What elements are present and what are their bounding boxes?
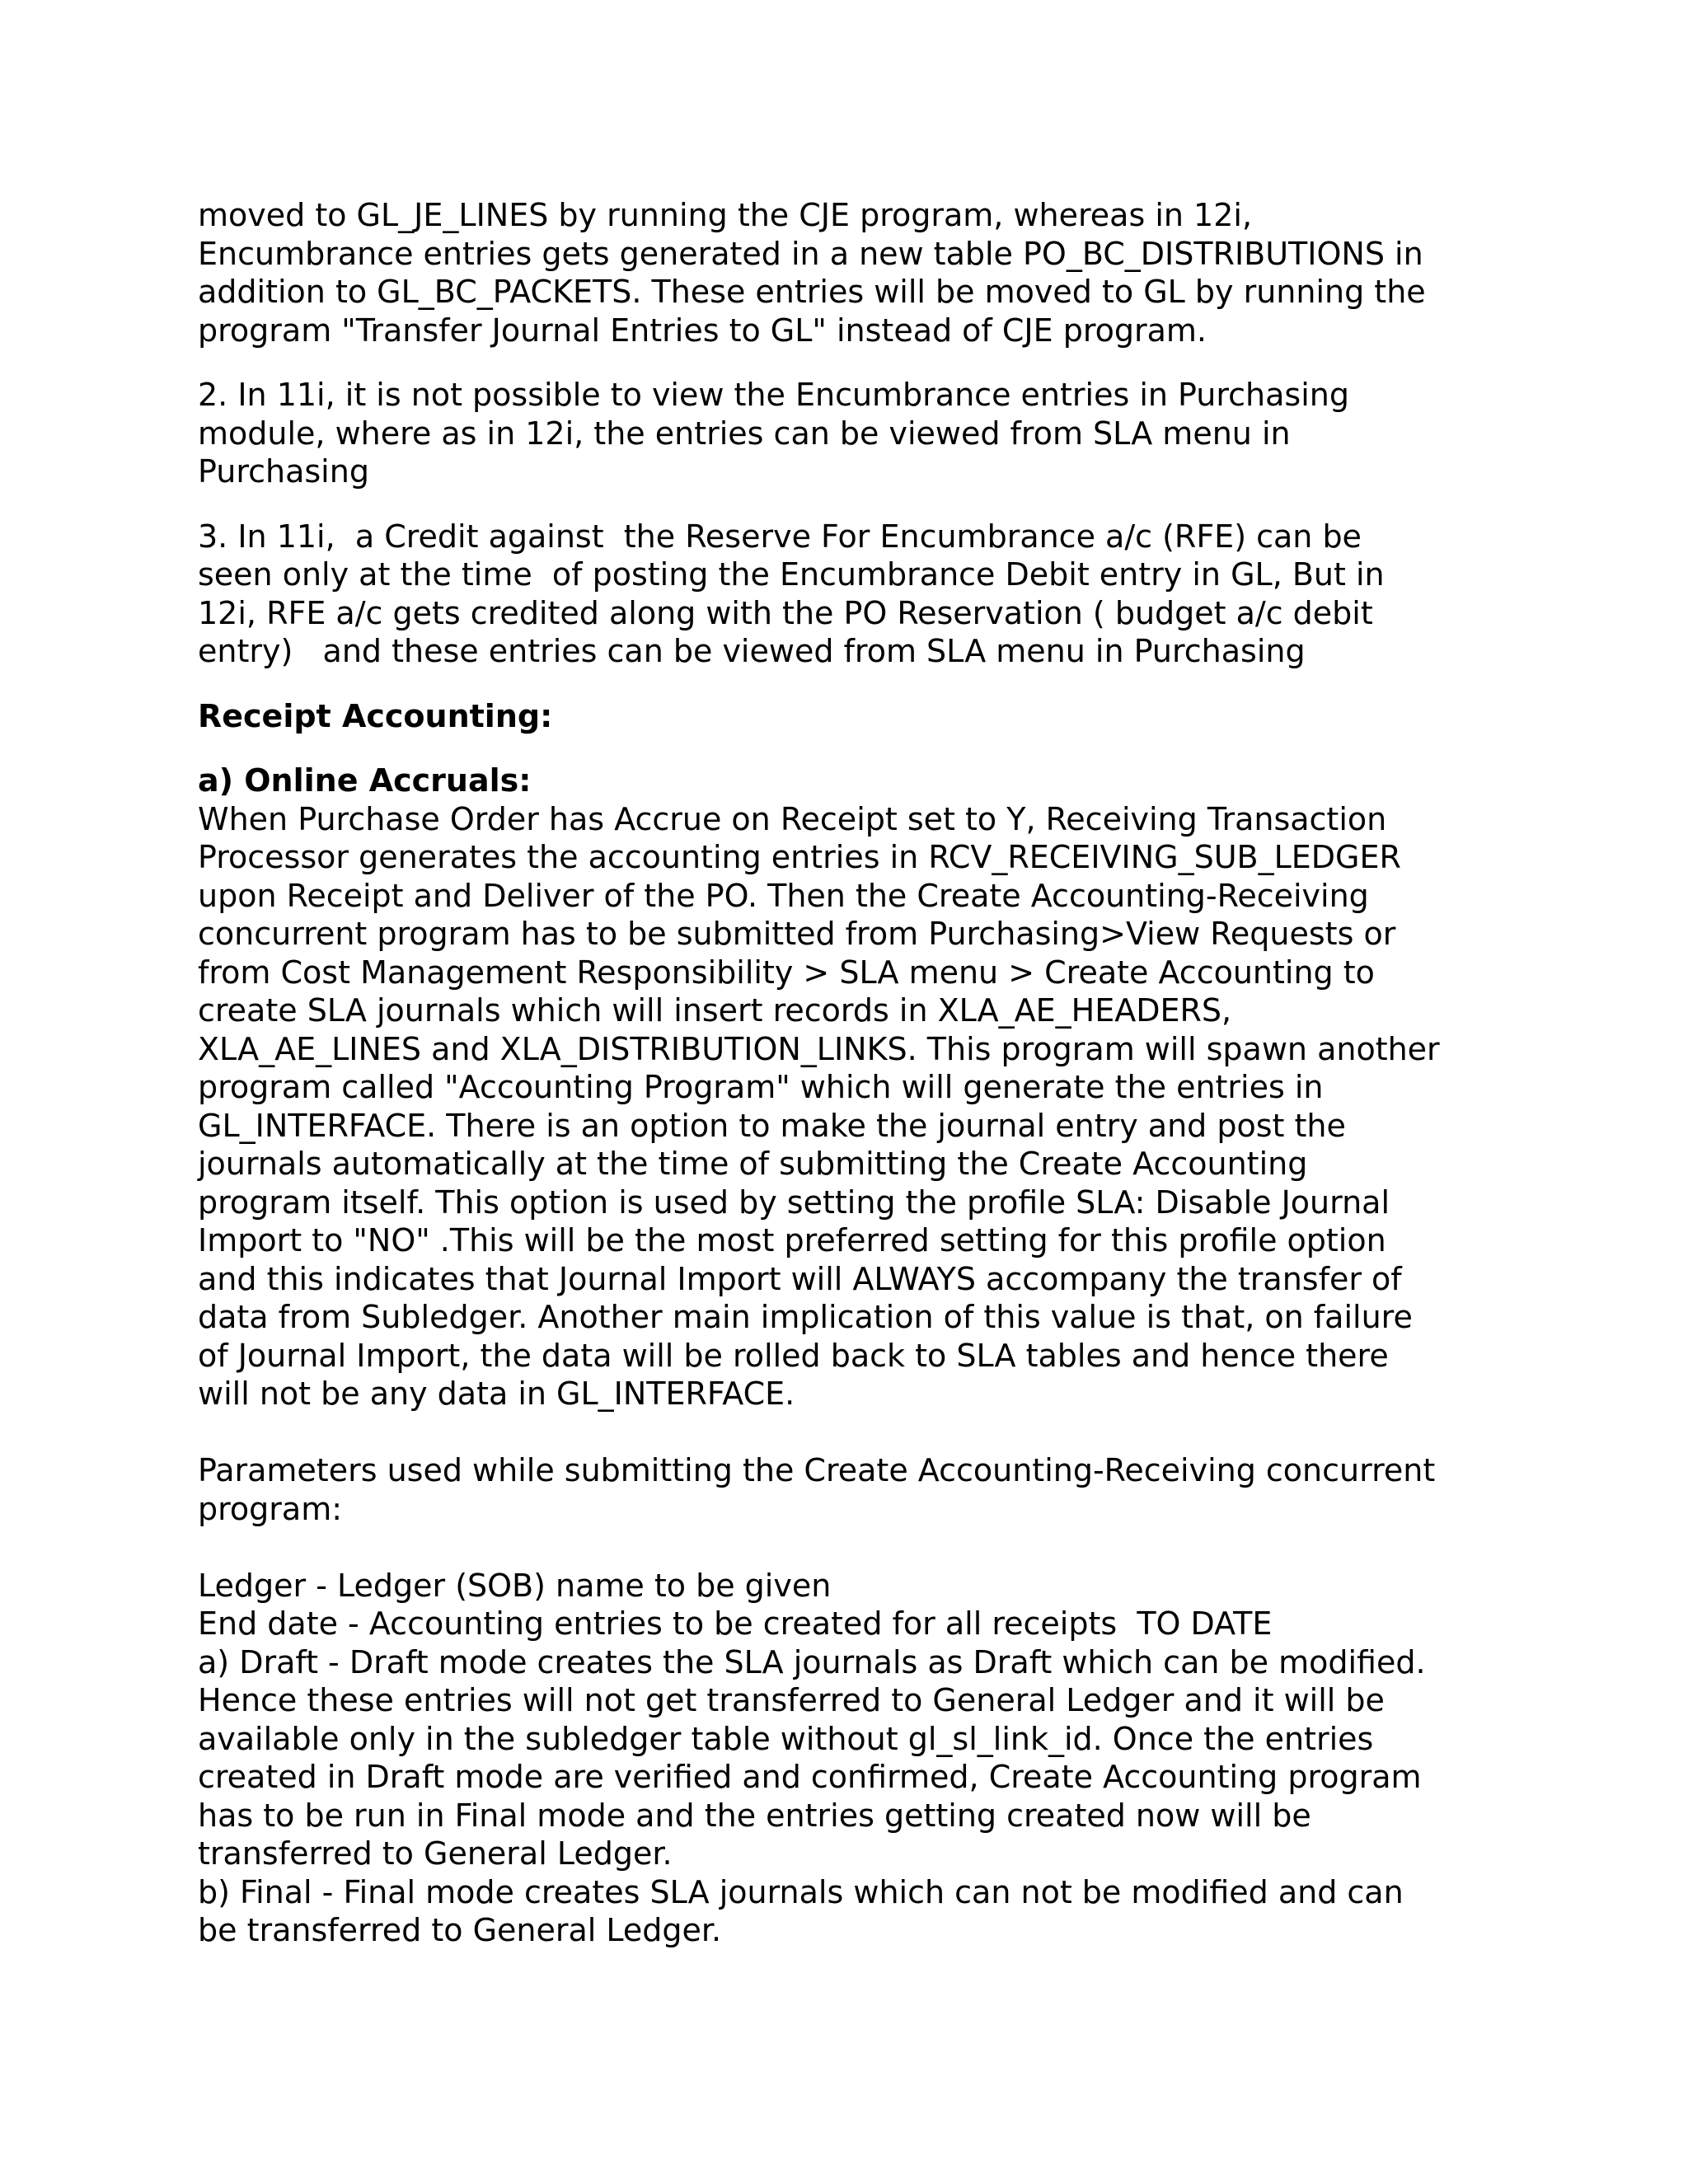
text-line: has to be run in Final mode and the entries getting created now will be	[198, 1797, 1311, 1834]
text-line: program "Transfer Journal Entries to GL" instead of CJE program.	[198, 312, 1207, 349]
text-line: Ledger - Ledger (SOB) name to be given	[198, 1567, 832, 1604]
text-line: Parameters used while submitting the Create Accounting-Receiving concurrent	[198, 1452, 1436, 1488]
text-line: module, where as in 12i, the entries can be viewed from SLA menu in	[198, 415, 1291, 452]
text-line: and this indicates that Journal Import will ALWAYS accompany the transfer of	[198, 1260, 1402, 1297]
online-accruals-heading: a) Online Accruals:	[198, 762, 532, 799]
text-line: of Journal Import, the data will be rolled back to SLA tables and hence there	[198, 1337, 1389, 1374]
text-line: Hence these entries will not get transferred to General Ledger and it will be	[198, 1682, 1385, 1718]
text-line: 3. In 11i, a Credit against the Reserve For Encumbrance a/c (RFE) can be	[198, 518, 1362, 555]
text-line: Processor generates the accounting entries in RCV_RECEIVING_SUB_LEDGER	[198, 839, 1401, 875]
text-line: seen only at the time of posting the Encumbrance Debit entry in GL, But in	[198, 556, 1385, 593]
text-line: addition to GL_BC_PACKETS. These entries will be moved to GL by running the	[198, 274, 1426, 310]
intro-paragraph	[198, 196, 1541, 349]
text-line: program itself. This option is used by setting the profile SLA: Disable Journal	[198, 1183, 1390, 1221]
text-line: 12i, RFE a/c gets credited along with the PO Reservation ( budget a/c debit	[198, 594, 1373, 631]
text-line: XLA_AE_LINES and XLA_DISTRIBUTION_LINKS. This program will spawn another	[198, 1030, 1440, 1067]
text-line: available only in the subledger table without gl_sl_link_id. Once the entries	[198, 1720, 1374, 1757]
text-line: program:	[198, 1490, 343, 1527]
text-line: from Cost Management Responsibility > SLA menu > Create Accounting to	[198, 954, 1375, 991]
point-2-paragraph	[198, 376, 1541, 491]
online-accruals-paragraph	[198, 800, 1541, 1413]
text-line: moved to GL_JE_LINES by running the CJE program, whereas in 12i,	[198, 197, 1253, 233]
text-line: will not be any data in GL_INTERFACE.	[198, 1376, 795, 1412]
text-line: GL_INTERFACE. There is an option to make the journal entry and post the	[198, 1107, 1346, 1144]
text-line: program called "Accounting Program" which will generate the entries in	[198, 1069, 1324, 1105]
parameters-list	[198, 1567, 1541, 1950]
receipt-accounting-heading: Receipt Accounting:	[198, 697, 553, 734]
text-line: be transferred to General Ledger.	[198, 1912, 722, 1948]
text-line: concurrent program has to be submitted from Purchasing>View Requests or	[198, 916, 1396, 952]
text-line: End date - Accounting entries to be created for all receipts TO DATE	[198, 1605, 1273, 1642]
text-line: Encumbrance entries gets generated in a new table PO_BC_DISTRIBUTIONS in	[198, 235, 1423, 272]
text-line: When Purchase Order has Accrue on Receipt set to Y, Receiving Transaction	[198, 800, 1387, 837]
point-3-paragraph	[198, 518, 1541, 671]
text-line: a) Draft - Draft mode creates the SLA journals as Draft which can be modified.	[198, 1643, 1426, 1680]
text-line: create SLA journals which will insert records in XLA_AE_HEADERS,	[198, 992, 1232, 1029]
text-line: transferred to General Ledger.	[198, 1835, 673, 1872]
text-line: created in Draft mode are verified and confirmed, Create Accounting program	[198, 1759, 1422, 1795]
parameters-intro-paragraph	[198, 1451, 1541, 1528]
text-line: journals automatically at the time of submitting the Create Accounting	[198, 1146, 1308, 1182]
text-line: entry) and these entries can be viewed from SLA menu in Purchasing	[198, 633, 1306, 669]
text-line: upon Receipt and Deliver of the PO. Then the Create Accounting-Receiving	[198, 877, 1369, 914]
text-line: 2. In 11i, it is not possible to view the Encumbrance entries in Purchasing	[198, 377, 1349, 413]
document-page	[198, 196, 1541, 1950]
text-line: data from Subledger. Another main implication of this value is that, on failure	[198, 1299, 1413, 1335]
text-line: Import to "NO" .This will be the most preferred setting for this profile option	[198, 1222, 1386, 1258]
text-line: b) Final - Final mode creates SLA journals which can not be modified and can	[198, 1873, 1404, 1910]
text-line: Purchasing	[198, 453, 369, 490]
